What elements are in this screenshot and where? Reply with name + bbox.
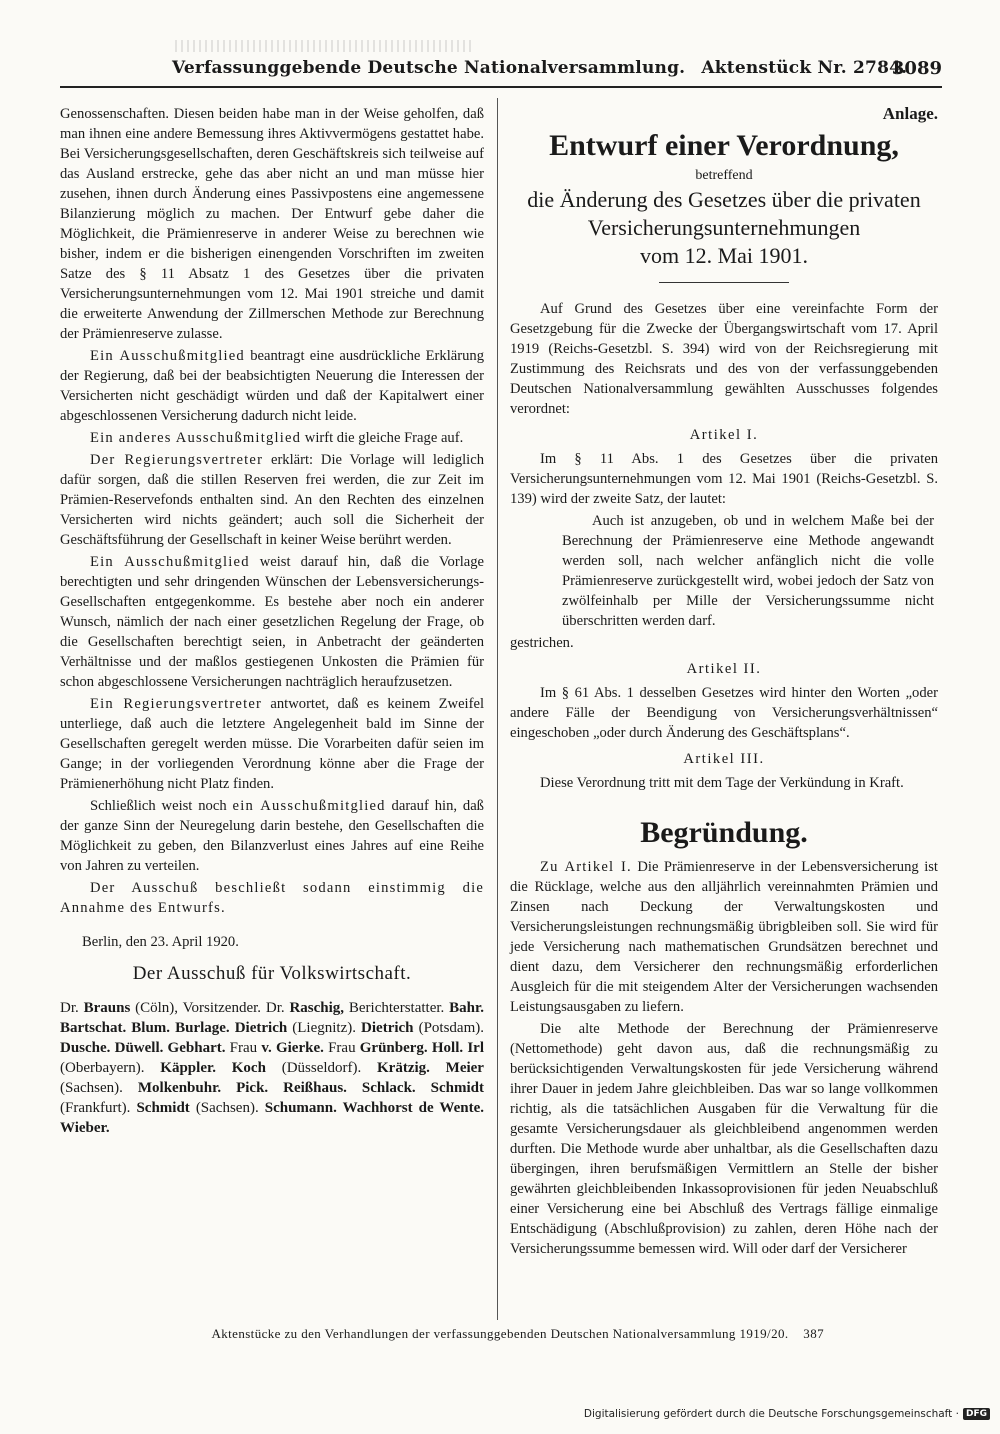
speaker: Der Regierungsvertreter [90,452,264,468]
page-header [60,58,942,88]
speaker: Ein Ausschußmitglied [90,348,245,364]
paragraph: Genossenschaften. Diesen beiden habe man in der Weise geholfen, daß man ihnen eine andere Bemessung ihres Aktivvermögens gestattet habe. Bei Versicherungsgesellschaften, deren Geschäftskreis sich teilweise auf das Ausland erstrecke, gehe das aber nicht an und man müsse hier zusehen, ihnen durch Änderung eines Passivpostens eine angemessene Bilanzierung möglich zu machen. Der Entwurf gebe daher die Möglichkeit, die Prämienreserve in anderer Weise zu berechnen wie bisher, indem er die bisherigen einengenden Vorschriften im zweiten Satze des § 11 Absatz 1 des Gesetzes über die privaten Versicherungsunternehmungen vom 12. Mai 1901 streiche und damit die erweiterte Anwendung der Zillmerschen Methode zur Berechnung der Prämienreserve zulasse. [60,106,484,342]
member-note: (Sachsen). [189,1100,265,1116]
preamble: Auf Grund des Gesetzes über eine vereinfachte Form der Gesetzgebung für die Zwecke der Übergangswirtschaft vom 17. April 1919 (Reichs-Gesetzbl. S. 394) wird von der Reichsregierung mit Zustimmung des Reichsrats und des von der verfassunggebenden Deutschen Nationalversammlung gewählten Ausschusses folgendes verordnet: [510,301,938,417]
footer-text: Aktenstücke zu den Verhandlungen der verfassunggebenden Deutschen Nationalversammlung 1919/20. [211,1326,789,1341]
paragraph-text: antwortet, daß es keinem Zweifel unterliege, daß auch die letztere Angelegenheit bald im Sinne der Gesellschaften geregelt werden müsse. Die Vorarbeiten dafür seien im Gange; in der vorliegenden Verordnung könne aber die Frage der Prämienerhöhung nicht Platz finden. [60,696,484,792]
member-name: Dusche. Düwell. Gebhart. [60,1040,226,1056]
member-name: v. Gierke. [261,1040,324,1056]
speaker: Ein Ausschußmitglied [90,554,250,570]
article-text: Im § 61 Abs. 1 desselben Gesetzes wird hinter den Worten „oder andere Fälle der Beendigung von Versicherungsverhältnissen“ eingeschoben „oder durch Änderung des Geschäftsplans“. [510,685,938,741]
member-note: (Potsdam). [413,1020,484,1036]
member-note: (Cöln), Vorsitzender. Dr. [130,1000,290,1016]
member-note: (Liegnitz). [287,1020,362,1036]
member-name: Schumann. Wachhorst de Wente. Wieber. [60,1100,484,1136]
dfg-logo-icon: DFG [963,1408,990,1420]
member-name: Grünberg. Holl. Irl [359,1040,484,1056]
page-footer [60,1326,940,1348]
left-column [60,104,484,1138]
paragraph [60,346,484,426]
paragraph-text: erklärt: Die Vorlage will lediglich dafür sorgen, daß die stillen Reserven frei werden, die zur Zeit im Prämien-Reservefonds enthalten sind. An den Rechten des einzelnen Versicherten wird nichts geändert; auch soll die Sicherheit der Geschäftsführung der Gesellschaft in keiner Weise berührt werden. [60,452,484,548]
speaker: Ein Regierungsvertreter [90,696,263,712]
member-note: (Frankfurt). [60,1100,137,1116]
member-note: Berichterstatter. [344,1000,450,1016]
sheet-number: 387 [803,1326,824,1341]
paragraph [60,694,484,794]
member-note: Dr. [60,1000,84,1016]
paragraph: Die alte Methode der Berechnung der Prämienreserve (Nettomethode) geht davon aus, daß die rechnungsmäßig zu berücksichtigenden Verwaltungskosten für jede Versicherung während ihrer Dauer in jedem Jahre gleichbleiben. Das war so lange vollkommen richtig, als die tatsächlichen Ausgaben für die Verwaltung für die gesamte Versicherungsdauer als gleichbleibend angenommen werden durften. Die Methode wurde aber unhaltbar, als die Gesellschaften dazu übergingen, ihren berufsmäßigen Vermittlern an Stelle der bisher gewährten gleichbleibenden Inkassoprovisionen für jeden Neuabschluß einer Versicherung eine bei Abschluß des Vertrags fällige einmalige Entschädigung (Abschlußprovision) zu zahlen, deren Höhe nach der Versicherungssumme bemessen wird. Will oder darf der Versicherer [510,1021,938,1257]
paragraph-text: beantragt eine ausdrückliche Erklärung der Regierung, daß bei der beabsichtigten Neuerung die Interessen der Versicherten nicht geschädigt würden und daß der Kapitalwert einer abgeschlossenen Versicherung dadurch nicht leide. [60,348,485,424]
paragraph [510,857,938,1017]
member-name: Käppler. Koch [160,1060,266,1076]
quoted-provision: Auch ist anzugeben, ob und in welchem Maße bei der Berechnung der Prämienreserve eine Methode angewandt werden soll, nach welcher anfänglich nicht die volle Prämienreserve zurückgestellt wird, wobei jedoch der Satz von zwölfeinhalb per Mille der Versicherungssumme nicht überschritten werden darf. [562,513,934,629]
subject-line: vom 12. Mai 1901. [639,243,809,268]
digitization-credit [584,1408,990,1420]
annex-label: Anlage. [882,104,938,123]
paragraph-text: darauf hin, daß der ganze Sinn der Neuregelung darin bestehe, den Gesellschaften die Möglichkeit zu geben, den Bilanzverlust eines Jahres auf eine Reihe von Jahren zu verteilen. [60,798,484,874]
subject-line: Versicherungsunternehmungen [587,215,861,240]
member-note: Frau [225,1040,262,1056]
member-name: Molkenbuhr. Pick. Reißhaus. Schlack. Schmidt [137,1080,484,1096]
subject-line: die Änderung des Gesetzes über die privaten [527,187,921,212]
date-line: Berlin, den 23. April 1920. [82,934,239,950]
article-text: Im § 11 Abs. 1 des Gesetzes über die privaten Versicherungsunternehmungen vom 12. Mai 1901 (Reichs-Gesetzbl. S. 139) wird der zweite Satz, der lautet: [510,451,938,507]
member-name: Raschig, [289,1000,345,1016]
paragraph-text: weist darauf hin, daß die Vorlage berechtigten und sehr dringenden Wünschen der Lebensversicherungs-Gesellschaften entgegenkomme. Es bestehe aber noch ein anderer Wunsch, nämlich der nach einer gesetzlichen Regelung der Frage, ob die Gesellschaften berechtigt seien, in Anbetracht der geänderten Verhältnisse und der maßlos gestiegenen Unkosten die Prämien für schon abgeschlossene Versicherungen nachträglich heraufzusetzen. [60,554,484,690]
member-name: Krätzig. Meier [377,1060,484,1076]
credit-text: Digitalisierung gefördert durch die Deutsche Forschungsgemeinschaft · [583,1408,959,1420]
paragraph [60,552,484,692]
member-name: Dietrich [361,1020,414,1036]
paragraph [60,796,484,876]
betreffend: betreffend [695,168,753,183]
paragraph-text: Schließlich weist noch [90,798,233,814]
page-number: 3089 [891,58,942,79]
article-heading: Artikel III. [683,751,765,767]
paragraph-text: wirft die gleiche Frage auf. [301,430,464,446]
header-assembly: Verfassunggebende Deutsche Nationalversammlung. [172,58,686,78]
committee-members [60,998,484,1138]
paragraph [60,450,484,550]
paragraph [60,428,484,448]
article-text: Diese Verordnung tritt mit dem Tage der Verkündung in Kraft. [540,775,904,791]
committee-name: Der Ausschuß für Volkswirtschaft. [132,963,412,984]
member-note: (Sachsen). [60,1080,138,1096]
article-text: gestrichen. [510,635,574,651]
resolution: Der Ausschuß beschließt sodann einstimmig die Annahme des Entwurfs. [60,880,484,916]
speaker: Ein anderes Ausschußmitglied [90,430,302,446]
member-note: Frau [323,1040,360,1056]
member-note: (Oberbayern). [60,1060,161,1076]
speaker: ein Ausschußmitglied [232,798,386,814]
paragraph-lead: Zu Artikel I. [540,859,632,875]
draft-title: Entwurf einer Verordnung, [549,129,899,162]
member-name: Bahr. Bartschat. Blum. Burlage. Dietrich [60,1000,484,1036]
header-document-number: Aktenstück Nr. 2784. [701,58,908,78]
member-name: Schmidt [136,1100,190,1116]
divider [659,282,789,283]
paragraph-text: Die Prämienreserve in der Lebensversicherung ist die Rücklage, welche aus den alljährlich vereinnahmten Prämien und Zinsen nach Deckung der Verwaltungskosten und Versicherungsleistungen rechnungsmäßig übrigbleiben soll. Sie wird für jede Versicherung nach mathematischen Grundsätzen berechnet und dient dazu, dem Versicherer den rechnungsmäßig erforderlichen Ausgleich für die mit steigendem Alter der Versicherungen wachsenden Leistungsausgaben zu liefern. [510,859,938,1015]
member-note: (Düsseldorf). [265,1060,378,1076]
article-heading: Artikel II. [686,661,762,677]
section-title: Begründung. [640,816,808,849]
scan-noise [175,40,475,52]
member-name: Brauns [83,1000,131,1016]
header-title [172,58,917,78]
right-column [510,104,938,1261]
column-divider [497,98,498,1320]
article-heading: Artikel I. [689,427,759,443]
